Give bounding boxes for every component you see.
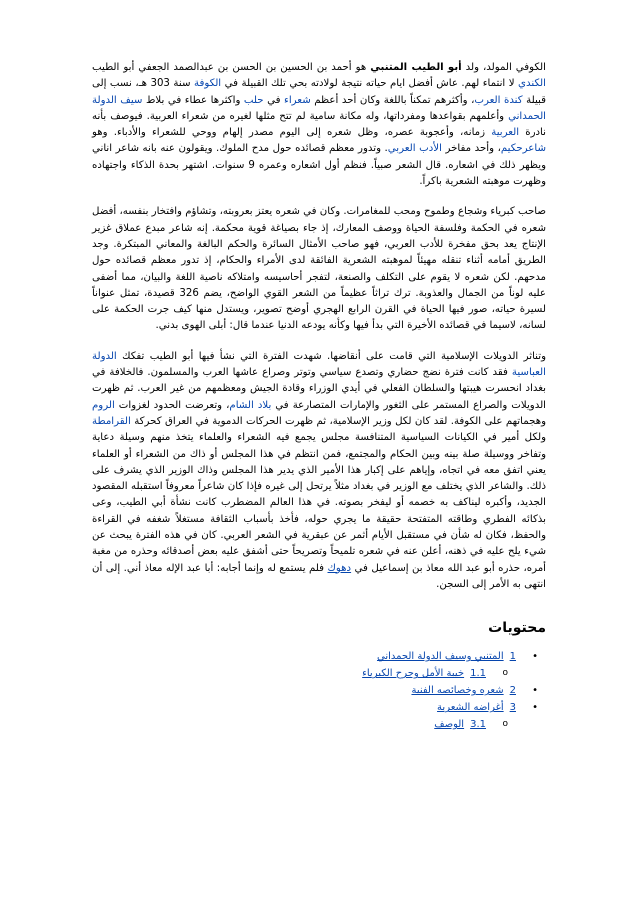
text-span: زمانه، وأعجوبة عصره، وظل شعره إلى اليوم مصدر إلهام ووحي للشعراء والأدباء. وهو xyxy=(92,127,492,139)
toc-title: محتويات xyxy=(488,620,546,637)
article-body xyxy=(92,60,546,734)
toc-item[interactable] xyxy=(92,700,538,715)
bullet-filled-icon: • xyxy=(532,702,538,714)
link-arabs[interactable]: العرب xyxy=(474,94,501,106)
toc-label: شعره وخصائصه الفنية xyxy=(411,685,504,697)
text-span: فلم يستمع له وإنما أجابه: أبا عبد الإله معاذ أني. إلى أن انتهى به الأمر إلى السجن. xyxy=(92,562,546,590)
toc-label: المتنبي وسيف الدولة الحمداني xyxy=(376,651,504,663)
toc-item[interactable] xyxy=(92,683,538,698)
link-aleppo[interactable]: حلب xyxy=(243,94,264,106)
bold-name: أبو الطيب المتنبي xyxy=(370,62,462,73)
text-span: ، وأكثرهم تمكناً باللغة وكان أحد أعظم xyxy=(310,94,475,106)
text-span: ، وأحد مفاخر xyxy=(441,143,501,155)
text-span: صاحب كبرياء وشجاع وطموح ومحب للمغامرات. وكان في شعره يعتز بعروبته، وتشاؤم وافتخار بنفسه، أفضل شعره في الحكمة وفلسفة الحياة ووصف المعارك، إذ جاء بصياغة قوية محكمة. إنه شاعر مبدع عملاق غزير الإنتاج يعد بحق مفخرة للأدب العربي، فهو صاحب الأمثال السائرة والحكم البالغة والمعاني المبتكرة. وجد الطريق أمامه أثناء تنقله مهيئاً لموهبته الشعرية الفائقة لدى الأمراء والحكام، إذ تدور معظم قصائده حول مدحهم. لكن شعره لا يقوم على التكلف والصنعة، لتفجر أحاسيسه وامتلاكه ناصية اللغة والبيان، مما أضفى عليه لوناً من الجمال والعذوبة. ترك تراثاً عظيماً من الشعر القوي الواضح، يضم 326 قصيدة، تمثل عنواناً لسيرة حياته، صور فيها الحياة في القرن الرابع الهجري أوضح تصوير، ويستدل منها كيف جرت الحكمة على لسانه، لاسيما في قصائده الأخيرة التي بدأ فيها وكأنه يودعه الدنيا عندما قال: أبلى الهوى بدني. xyxy=(92,206,546,332)
toc-item[interactable] xyxy=(92,717,516,732)
toc-label: أغراضه الشعرية xyxy=(437,702,504,714)
text-span: وهجماتهم على الكوفة. لقد كان لكل وزير الإسلامية، ثم ظهرت الحركات الدموية في العراق كحركة xyxy=(130,415,546,427)
link-byzantines[interactable]: الروم xyxy=(92,399,115,411)
bullet-hollow-icon: o xyxy=(502,719,508,730)
table-of-contents xyxy=(92,649,546,732)
link-poet[interactable]: شاعر xyxy=(522,143,547,155)
text-span: واكثرها عطاء في بلاط xyxy=(142,94,244,106)
link-arabic[interactable]: العربية xyxy=(491,127,520,139)
toc-label: خيبة الأمل وجرح الكبرياء xyxy=(362,668,465,680)
link-kinda[interactable]: كندة xyxy=(504,94,523,106)
link-levant[interactable]: بلاد الشام xyxy=(229,399,272,411)
link-kindi[interactable]: الكندي xyxy=(518,78,546,90)
intro-paragraph xyxy=(92,60,546,190)
toc-number: 1.1 xyxy=(470,668,486,680)
link-qarmatians[interactable]: القرامطة xyxy=(92,415,131,427)
link-duhok[interactable]: دهوك xyxy=(327,562,352,574)
toc-label: الوصف xyxy=(434,719,465,731)
link-kufa[interactable]: الكوفة xyxy=(193,78,222,90)
link-sayf-al-dawla[interactable]: سيف الدولة الحمداني xyxy=(92,94,546,122)
bullet-filled-icon: • xyxy=(532,651,538,663)
text-span: هو أحمد بن الحسين بن الحسن بن عبدالصمد الجعفي أبو الطيب xyxy=(92,62,371,73)
text-span: فقد كانت فترة نضج حضاري وتصدع سياسي وتوتر وصراع عاشها العرب والمسلمون. فالخلافة في بغداد انحسرت هيبتها والسلطان الفعلي في أيدي الوزراء وقادة الجيش ومعظمهم من غير العرب. ثم ظهرت الدويلات والصراع المستمر على الثغور والإمارات المتصارعة في xyxy=(92,367,547,411)
toc-item[interactable] xyxy=(92,666,516,681)
link-wise[interactable]: حكيم xyxy=(500,143,523,155)
text-span: سنة 303 هـ، نسب إلى قبيلة xyxy=(92,78,546,106)
text-span: ، وتعرضت الحدود لغزوات xyxy=(114,399,230,411)
bullet-hollow-icon: o xyxy=(502,668,508,679)
link-poets[interactable]: شعراء xyxy=(284,94,311,106)
bullet-filled-icon: • xyxy=(532,685,538,697)
text-span: وتناثر الدويلات الإسلامية التي قامت على أنقاضها. شهدت الفترة التي نشأ فيها أبو الطيب تفكك xyxy=(116,350,546,362)
text-span: وأعلمهم بقواعدها ومفرداتها، وله مكانة سامية لم تتح مثلها لغيره من شعراء العربية. فيوصف بأنه نادرة xyxy=(92,110,546,139)
era-paragraph xyxy=(92,349,546,593)
text-span: . وتدور معظم قصائده حول مدح الملوك. ويقولون عنه بانه شاعر اناني ويظهر ذلك في اشعاره. قال الشعر صبياً. فنظم أول اشعاره وعمره 9 سنوات. اشتهر بحدة الذكاء واجتهاده وظهرت موهبته الشعرية باكراً. xyxy=(92,143,546,188)
toc-number: 3.1 xyxy=(470,719,486,731)
toc-item[interactable] xyxy=(92,649,538,664)
toc-number: 3 xyxy=(509,702,516,714)
text-span: في xyxy=(263,94,285,106)
text-span: الكوفي المولد، ولد xyxy=(461,62,546,73)
toc-number: 2 xyxy=(509,685,516,697)
link-arabic-literature[interactable]: الأدب العربي xyxy=(387,143,442,155)
toc-number: 1 xyxy=(509,651,516,663)
text-span: لا انتماء لهم. عاش أفضل ايام حياته نتيجة لولادته بحي تلك القبيلة في xyxy=(221,78,519,90)
link-abbasid-state[interactable]: الدولة العباسية xyxy=(92,350,546,379)
character-paragraph xyxy=(92,204,546,334)
text-span: ولكل أمير في الكيانات السياسية المتنافسة مجلس يجمع فيه الشعراء والعلماء يتخذ منهم وسيلة دعاية وتفاخر ووسيلة صلة بينه وبين الحكام والمجتمع، فمن انتظم في هذا المجلس أو ذاك من الشعراء أو العلماء يعني اتفق معه في اتجاه، وإياهم على إكبار هذا الأمير الذي يدير هذا المجلس وذاك الوزير الذي يشرف على ذلك. والشاعر الذي يختلف مع الوزير في بغداد مثلاً يرتحل إلى غيره فإذا كان شاعراً معروفاً استقبله المقصود الجديد، وأكبره ليناكف به خصمه أو ليفخر بصوته. في هذا العالم المضطرب كانت نشأة أبي الطيب، وعى بذكائه الفطري وطاقته المتفتحة حقيقة ما يجري حوله، فأخذ بأسباب الثقافة مستغلاً شغفه في القراءة والحفظ، فكان له شأن في مستقبل الأيام أثمر عن عبقرية في الشعر العربي. كان في هذه الفترة يبحث عن شيء يلح عليه في ذهنه، أعلن عنه في شعره تلميحاً وتصريحاً حتى أشفق عليه بعض أصدقائه وحذره من مغبة أمره، حذره أبو عبد الله معاذ بن إسماعيل في xyxy=(92,432,546,574)
